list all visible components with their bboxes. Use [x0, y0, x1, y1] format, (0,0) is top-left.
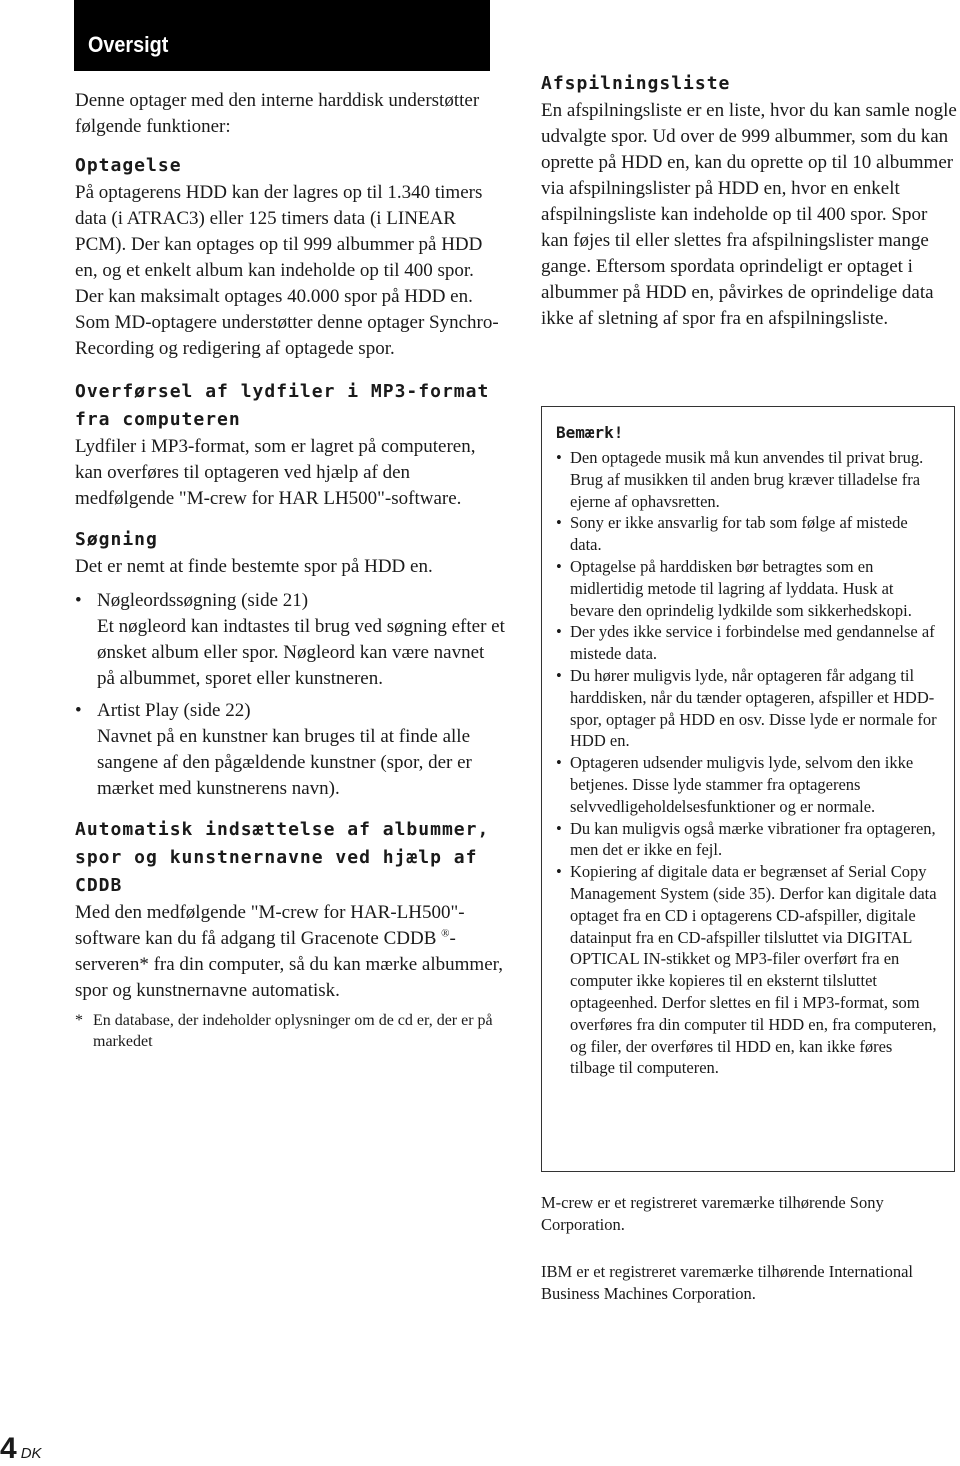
- bullet-text: Navnet på en kunstner kan bruges til at finde alle sangene af den pågældende kunstner (spor, der er mærket med kunstnerens navn).: [97, 726, 472, 799]
- bullet-title: Nøgleordssøgning (side 21): [97, 590, 309, 611]
- trademark-mcrew: M-crew er et registreret varemærke tilhørende Sony Corporation.: [541, 1193, 884, 1234]
- list-item: [556, 621, 940, 665]
- list-item: [75, 588, 505, 692]
- playlist-heading: Afspilningsliste: [541, 73, 731, 94]
- intro-text: Denne optager med den interne harddisk understøtter følgende funktioner:: [75, 90, 480, 137]
- playlist-text: En afspilningsliste er en liste, hvor du kan samle nogle udvalgte spor. Ud over de 999 albummer, som du kan oprette på HDD en, kan du oprette op til 10 albummer via afspilningslister på HDD en, hvor en enkelt afspilningsliste kan indeholde op til 400 spor. Spor kan føjes til eller slettes fra afspilningslister mange gange. Eftersom spordata oprindeligt er optaget i albummer på HDD en, påvirkes de oprindelige data ikke af sletning af spor fra en afspilningsliste.: [541, 100, 957, 329]
- registered-mark: ®: [441, 927, 450, 940]
- bullet-icon: •: [75, 700, 82, 721]
- trademark-ibm: IBM er et registreret varemærke tilhørende International Business Machines Corporation.: [541, 1262, 914, 1303]
- note-item-text: Der ydes ikke service i forbindelse med gendannelse af mistede data.: [570, 622, 935, 664]
- note-item-text: Optageren udsender muligvis lyde, selvom den ikke betjenes. Disse lyde stammer fra optagerens selvvedligeholdelsesfunktioner og er normale.: [570, 753, 914, 816]
- section-header-bar: [74, 0, 490, 71]
- list-item: [556, 665, 940, 752]
- bullet-icon: •: [556, 753, 562, 773]
- bullet-icon: •: [556, 862, 562, 882]
- search-bullet-list: [75, 588, 505, 802]
- bullet-icon: •: [75, 590, 82, 611]
- recording-heading: Optagelse: [75, 155, 182, 176]
- page-number-value: 4: [0, 1432, 17, 1465]
- note-item-text: Kopiering af digitale data er begrænset af Serial Copy Management System (side 35). Derfor kan digitale data optaget fra en CD i optagerens CD-afspiller, digitale datainput fra en CD-afspiller tilsluttet via DIGITAL OPTICAL IN-stikket og MP3-filer overført fra en computer ikke kopieres til en eksternt tilsluttet optageenhed. Derfor slettes en fil i MP3-format, som overføres fra din computer til HDD en, fra computeren, og filer, der overføres til HDD en, kan ikke føres tilbage til computeren.: [570, 862, 937, 1078]
- transfer-heading: Overførsel af lydfiler i MP3-format fra computeren: [75, 381, 490, 430]
- list-item: [556, 512, 940, 556]
- note-item-text: Du kan muligvis også mærke vibrationer fra optageren, men det er ikke en fejl.: [570, 818, 936, 860]
- bullet-icon: •: [556, 818, 562, 838]
- bullet-icon: •: [556, 448, 562, 467]
- list-item: [556, 861, 940, 1079]
- bullet-icon: •: [556, 556, 562, 576]
- footnote: [75, 1010, 505, 1052]
- cddb-heading: Automatisk indsættelse af albummer, spor og kunstnernavne ved hjælp af CDDB: [75, 819, 490, 896]
- search-heading: Søgning: [75, 529, 158, 550]
- note-item-text: Du hører muligvis lyde, når optageren får adgang til harddisken, når du tænder optageren, afspiller et HDD-spor, optager på HDD en osv. Disse lyde er normale for HDD en.: [570, 665, 937, 751]
- list-item: [556, 818, 940, 862]
- note-item-text: Optagelse på harddisken bør betragtes som en midlertidig metode til lagring af lyddata. Husk at bevare den oprindelig lydkilde som sikkerhedskopi.: [570, 556, 912, 620]
- bullet-icon: •: [556, 513, 562, 533]
- list-item: [556, 556, 940, 621]
- note-item-text: Den optagede musik må kun anvendes til privat brug. Brug af musikken til anden brug kræver tilladelse fra ejerne af ophavsretten.: [570, 448, 924, 511]
- left-column: [75, 88, 505, 1052]
- list-item: [556, 752, 940, 817]
- bullet-title: Artist Play (side 22): [97, 700, 251, 721]
- note-list: [556, 447, 940, 1079]
- note-heading: Bemærk!: [556, 423, 624, 442]
- list-item: [75, 698, 505, 802]
- recording-text: På optagerens HDD kan der lagres op til 1.340 timers data (i ATRAC3) eller 125 timers data (i LINEAR PCM). Der kan optages op til 999 albummer på HDD en, og et enkelt album kan indeholde op til 400 spor. Der kan maksimalt optages 40.000 spor på HDD en. Som MD-optagere understøtter denne optager Synchro-Recording og redigering af optagede spor.: [75, 182, 499, 359]
- list-item: [556, 447, 940, 512]
- transfer-text: Lydfiler i MP3-format, som er lagret på computeren, kan overføres til optageren ved hjælp af den medfølgende "M-crew for HAR LH500"-software.: [75, 436, 476, 509]
- bullet-icon: •: [556, 622, 562, 642]
- cddb-text-before: Med den medfølgende "M-crew for HAR-LH500"-software kan du få adgang til Gracenote CDDB: [75, 902, 465, 949]
- note-box: [541, 406, 955, 1172]
- cddb-text-after: -serveren* fra din computer, så du kan mærke albummer, spor og kunstnernavne automatisk.: [75, 928, 503, 1001]
- page-title: Oversigt: [88, 32, 169, 57]
- page-number: [0, 1432, 42, 1466]
- note-item-text: Sony er ikke ansvarlig for tab som følge af mistede data.: [570, 513, 908, 555]
- bullet-text: Et nøgleord kan indtastes til brug ved søgning efter et ønsket album eller spor. Nøgleord kan være navnet på albummet, sporet eller kunstneren.: [97, 616, 505, 689]
- footnote-mark: *: [75, 1012, 83, 1029]
- footnote-text: En database, der indeholder oplysninger om de cd er, der er på markedet: [93, 1012, 493, 1050]
- bullet-icon: •: [556, 665, 562, 685]
- page-language-code: DK: [20, 1445, 42, 1462]
- search-text: Det er nemt at finde bestemte spor på HDD en.: [75, 556, 433, 577]
- right-column: [541, 70, 957, 332]
- cddb-text: [75, 900, 505, 1004]
